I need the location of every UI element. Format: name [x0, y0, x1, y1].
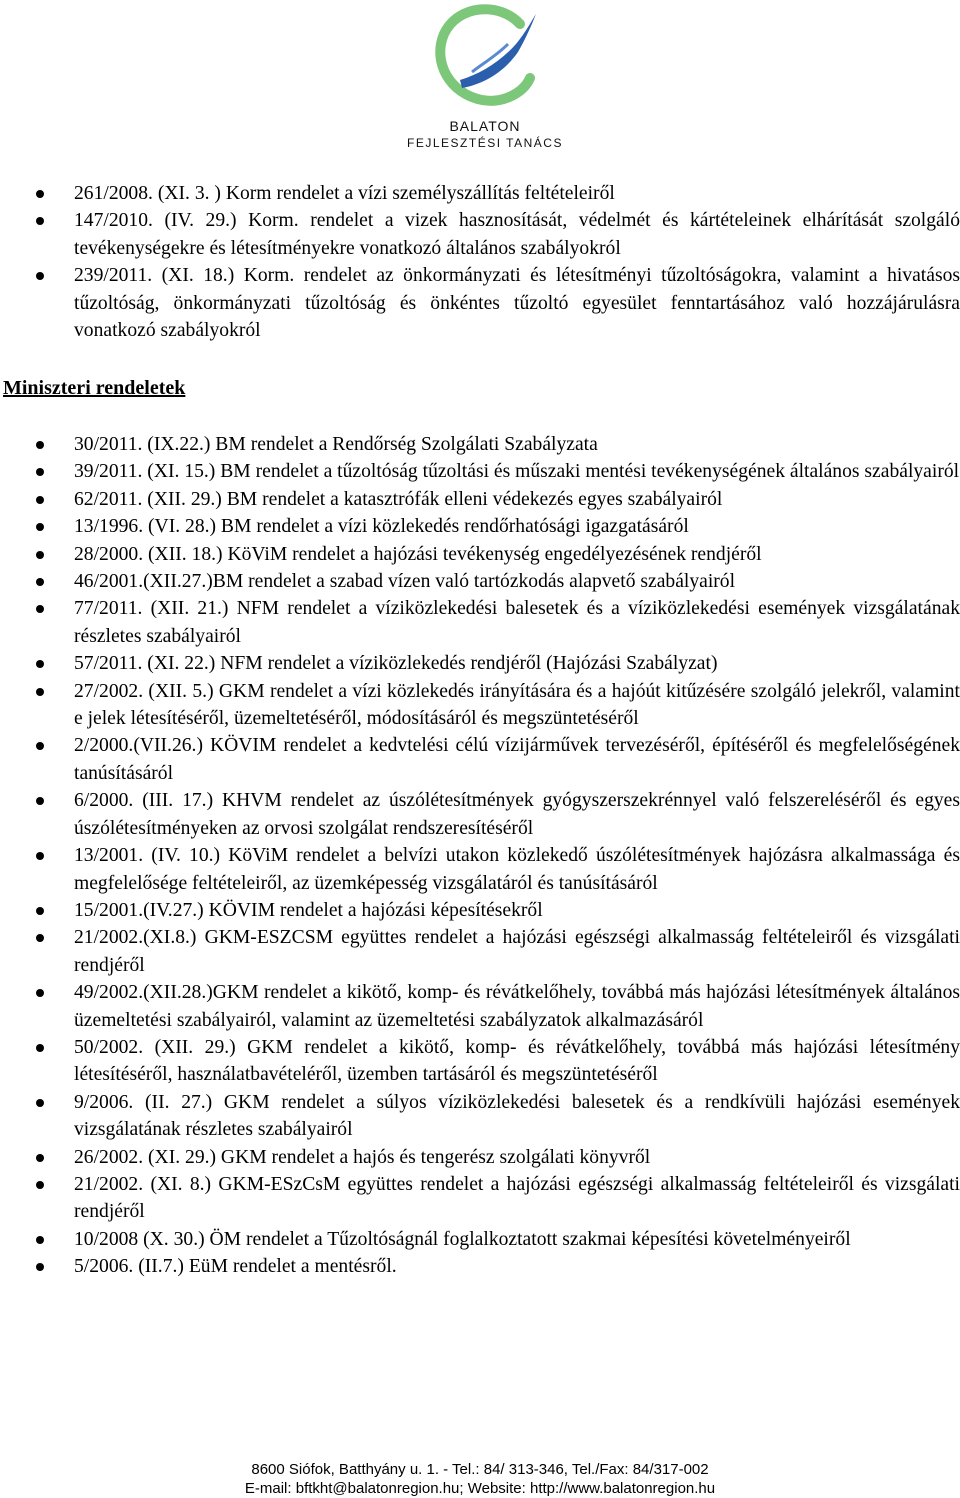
- ministerial-decrees-list: [0, 431, 960, 1281]
- list-item: 50/2002. (XII. 29.) GKM rendelet a kikötő, komp- és révátkelőhely, továbbá más hajózási létesítmény létesítéséről, használatbavételéről, üzemben tartásáról és megszüntetéséről: [0, 1034, 960, 1089]
- list-item: 13/1996. (VI. 28.) BM rendelet a vízi közlekedés rendőrhatósági igazgatásáról: [0, 513, 960, 540]
- list-item: 77/2011. (XII. 21.) NFM rendelet a víziközlekedési balesetek és a víziközlekedési események vizsgálatának részletes szabályairól: [0, 595, 960, 650]
- logo-subtitle: FEJLESZTÉSI TANÁCS: [407, 136, 563, 150]
- list-item: 62/2011. (XII. 29.) BM rendelet a katasztrófák elleni védekezés egyes szabályairól: [0, 486, 960, 513]
- logo-title: BALATON: [449, 118, 521, 134]
- page-footer: [0, 1460, 960, 1498]
- list-item: 147/2010. (IV. 29.) Korm. rendelet a vizek hasznosítását, védelmét és kártételeinek elhárítását szolgáló tevékenységekre és létesítményekre vonatkozó általános szabályokról: [0, 207, 960, 262]
- footer-address: 8600 Siófok, Batthyány u. 1. - Tel.: 84/ 313-346, Tel./Fax: 84/317-002: [251, 1461, 709, 1478]
- list-item: 9/2006. (II. 27.) GKM rendelet a súlyos víziközlekedési balesetek és a rendkívüli hajózási események vizsgálatának részletes szabályairól: [0, 1089, 960, 1144]
- list-item: 21/2002. (XI. 8.) GKM-ESzCsM együttes rendelet a hajózási egészségi alkalmasság feltételeiről és vizsgálati rendjéről: [0, 1171, 960, 1226]
- list-item: 2/2000.(VII.26.) KÖVIM rendelet a kedvtelési célú vízijárművek tervezéséről, építéséről és megfelelőségének tanúsításáról: [0, 732, 960, 787]
- list-item: 46/2001.(XII.27.)BM rendelet a szabad vízen való tartózkodás alapvető szabályairól: [0, 568, 960, 595]
- list-item: 261/2008. (XI. 3. ) Korm rendelet a vízi személyszállítás feltételeiről: [0, 180, 960, 207]
- balaton-logo: [400, 0, 570, 158]
- list-item: 39/2011. (XI. 15.) BM rendelet a tűzoltóság tűzoltási és műszaki mentési tevékenységének általános szabályairól: [0, 458, 960, 485]
- list-item: 28/2000. (XII. 18.) KöViM rendelet a hajózási tevékenység engedélyezésének rendjéről: [0, 541, 960, 568]
- list-item: 10/2008 (X. 30.) ÖM rendelet a Tűzoltóságnál foglalkoztatott szakmai képesítési követelményeiről: [0, 1226, 960, 1253]
- list-item: 49/2002.(XII.28.)GKM rendelet a kikötő, komp- és révátkelőhely, továbbá más hajózási létesítmények általános üzemeltetési szabályairól, valamint az üzemeltetési szabályzatok alkalmazásáról: [0, 979, 960, 1034]
- list-item: 13/2001. (IV. 10.) KöViM rendelet a belvízi utakon közlekedő úszólétesítmények hajózásra alkalmassága és megfelelősége feltételeiről, az üzemképesség vizsgálatáról és tanúsításáról: [0, 842, 960, 897]
- list-item: 57/2011. (XI. 22.) NFM rendelet a víziközlekedés rendjéről (Hajózási Szabályzat): [0, 650, 960, 677]
- list-item: 21/2002.(XI.8.) GKM-ESZCSM együttes rendelet a hajózási egészségi alkalmasság feltételeiről és vizsgálati rendjéről: [0, 924, 960, 979]
- list-item: 5/2006. (II.7.) EüM rendelet a mentésről.: [0, 1253, 960, 1280]
- balaton-logo-icon: [400, 0, 570, 118]
- list-item: 26/2002. (XI. 29.) GKM rendelet a hajós és tengerész szolgálati könyvről: [0, 1144, 960, 1171]
- list-item: 6/2000. (III. 17.) KHVM rendelet az úszólétesítmények gyógyszerszekrénnyel való felszereléséről és egyes úszólétesítményeken az orvosi szolgálat rendszeresítéséről: [0, 787, 960, 842]
- section-heading: Miniszteri rendeletek: [3, 377, 186, 399]
- footer-contact: E-mail: bftkht@balatonregion.hu; Website: http://www.balatonregion.hu: [244, 1480, 716, 1497]
- government-decrees-list: [0, 180, 960, 344]
- list-item: 27/2002. (XII. 5.) GKM rendelet a vízi közlekedés irányítására és a hajóút kitűzésére szolgáló jelekről, valamint e jelek létesítéséről, üzemeltetéséről, módosításáról és megszüntetéséről: [0, 678, 960, 733]
- list-item: 239/2011. (XI. 18.) Korm. rendelet az önkormányzati és létesítményi tűzoltóságokra, valamint a hivatásos tűzoltóság, önkormányzati tűzoltóság és önkéntes tűzoltó egyesület fenntartásához való hozzájárulásra vonatkozó szabályokról: [0, 262, 960, 344]
- list-item: 30/2011. (IX.22.) BM rendelet a Rendőrség Szolgálati Szabályzata: [0, 431, 960, 458]
- list-item: 15/2001.(IV.27.) KÖVIM rendelet a hajózási képesítésekről: [0, 897, 960, 924]
